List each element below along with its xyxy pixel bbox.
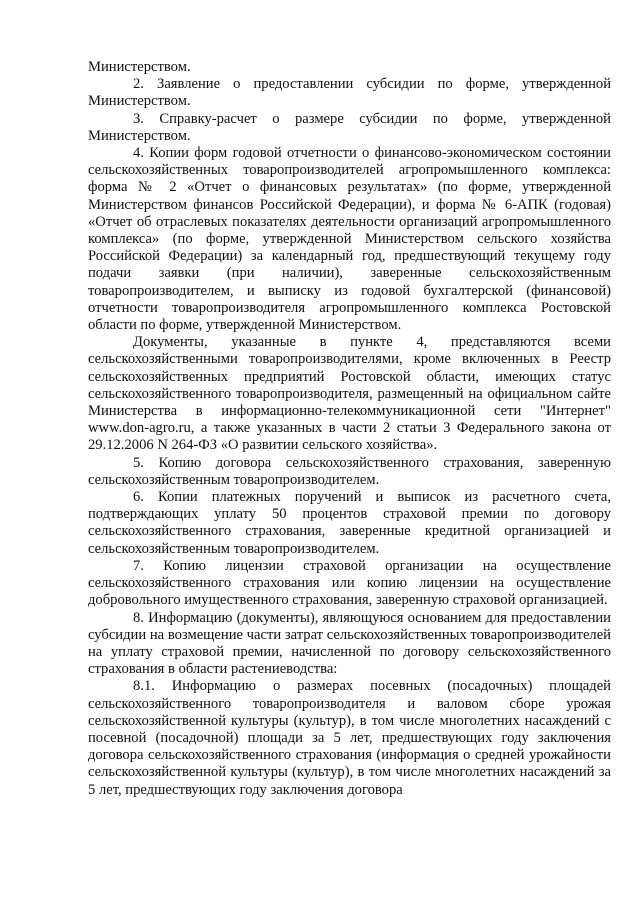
paragraph-item-8-1: 8.1. Информацию о размерах посевных (посадочных) площадей сельскохозяйственного товаропроизводителя и валовом сборе урожая сельскохозяйственной культуры (культур), в том числе многолетних насаждений с посевной (посадочной) площади за 5 лет, предшествующих году заключения договора сельскохозяйственного страхования (информация о средней урожайности сельскохозяйственной культуры (культур), в том числе многолетних насаждений за 5 лет, предшествующих году заключения договора (88, 678, 611, 798)
paragraph-item-4: 4. Копии форм годовой отчетности о финансово-экономическом состоянии сельскохозяйственных товаропроизводителей агропромышленного комплекса: форма № 2 «Отчет о финансовых результатах» (по форме, утвержденной Министерством финансов Российской Федерации), и форма № 6-АПК (годовая) «Отчет об отраслевых показателях деятельности организаций агропромышленного комплекса» (по форме, утвержденной Министерством сельского хозяйства Российской Федерации) за календарный год, предшествующий текущему году подачи заявки (при наличии), заверенные сельскохозяйственным товаропроизводителем, и выписку из годовой бухгалтерской (финансовой) отчетности товаропроизводителя агропромышленного комплекса Ростовской области по форме, утвержденной Министерством. (88, 145, 611, 334)
document-page (88, 59, 611, 799)
paragraph-item-5: 5. Копию договора сельскохозяйственного страхования, заверенную сельскохозяйственным товаропроизводителем. (88, 454, 611, 488)
paragraph-item-4-note: Документы, указанные в пункте 4, представляются всеми сельскохозяйственными товаропроизводителями, кроме включенных в Реестр сельскохозяйственных предприятий Ростовской области, имеющих статус сельскохозяйственного товаропроизводителя, размещенный на официальном сайте Министерства в информационно-телекоммуникационной сети "Интернет" www.don-agro.ru, а также указанных в части 2 статьи 3 Федерального закона от 29.12.2006 N 264-ФЗ «О развитии сельского хозяйства». (88, 334, 611, 454)
paragraph-item-2: 2. Заявление о предоставлении субсидии по форме, утвержденной Министерством. (88, 76, 611, 110)
paragraph-item-3: 3. Справку-расчет о размере субсидии по форме, утвержденной Министерством. (88, 110, 611, 144)
paragraph-item-7: 7. Копию лицензии страховой организации на осуществление сельскохозяйственного страхования или копию лицензии на осуществление добровольного имущественного страхования, заверенную страховой организацией. (88, 557, 611, 609)
paragraph-item-6: 6. Копии платежных поручений и выписок из расчетного счета, подтверждающих уплату 50 процентов страховой премии по договору сельскохозяйственного страхования, заверенные кредитной организацией и сельскохозяйственным товаропроизводителем. (88, 489, 611, 557)
paragraph-item-8: 8. Информацию (документы), являющуюся основанием для предоставлении субсидии на возмещение части затрат сельскохозяйственных товаропроизводителей на уплату страховой премии, начисленной по договору сельскохозяйственного страхования в области растениеводства: (88, 609, 611, 678)
paragraph-continuation: Министерством. (88, 59, 191, 75)
